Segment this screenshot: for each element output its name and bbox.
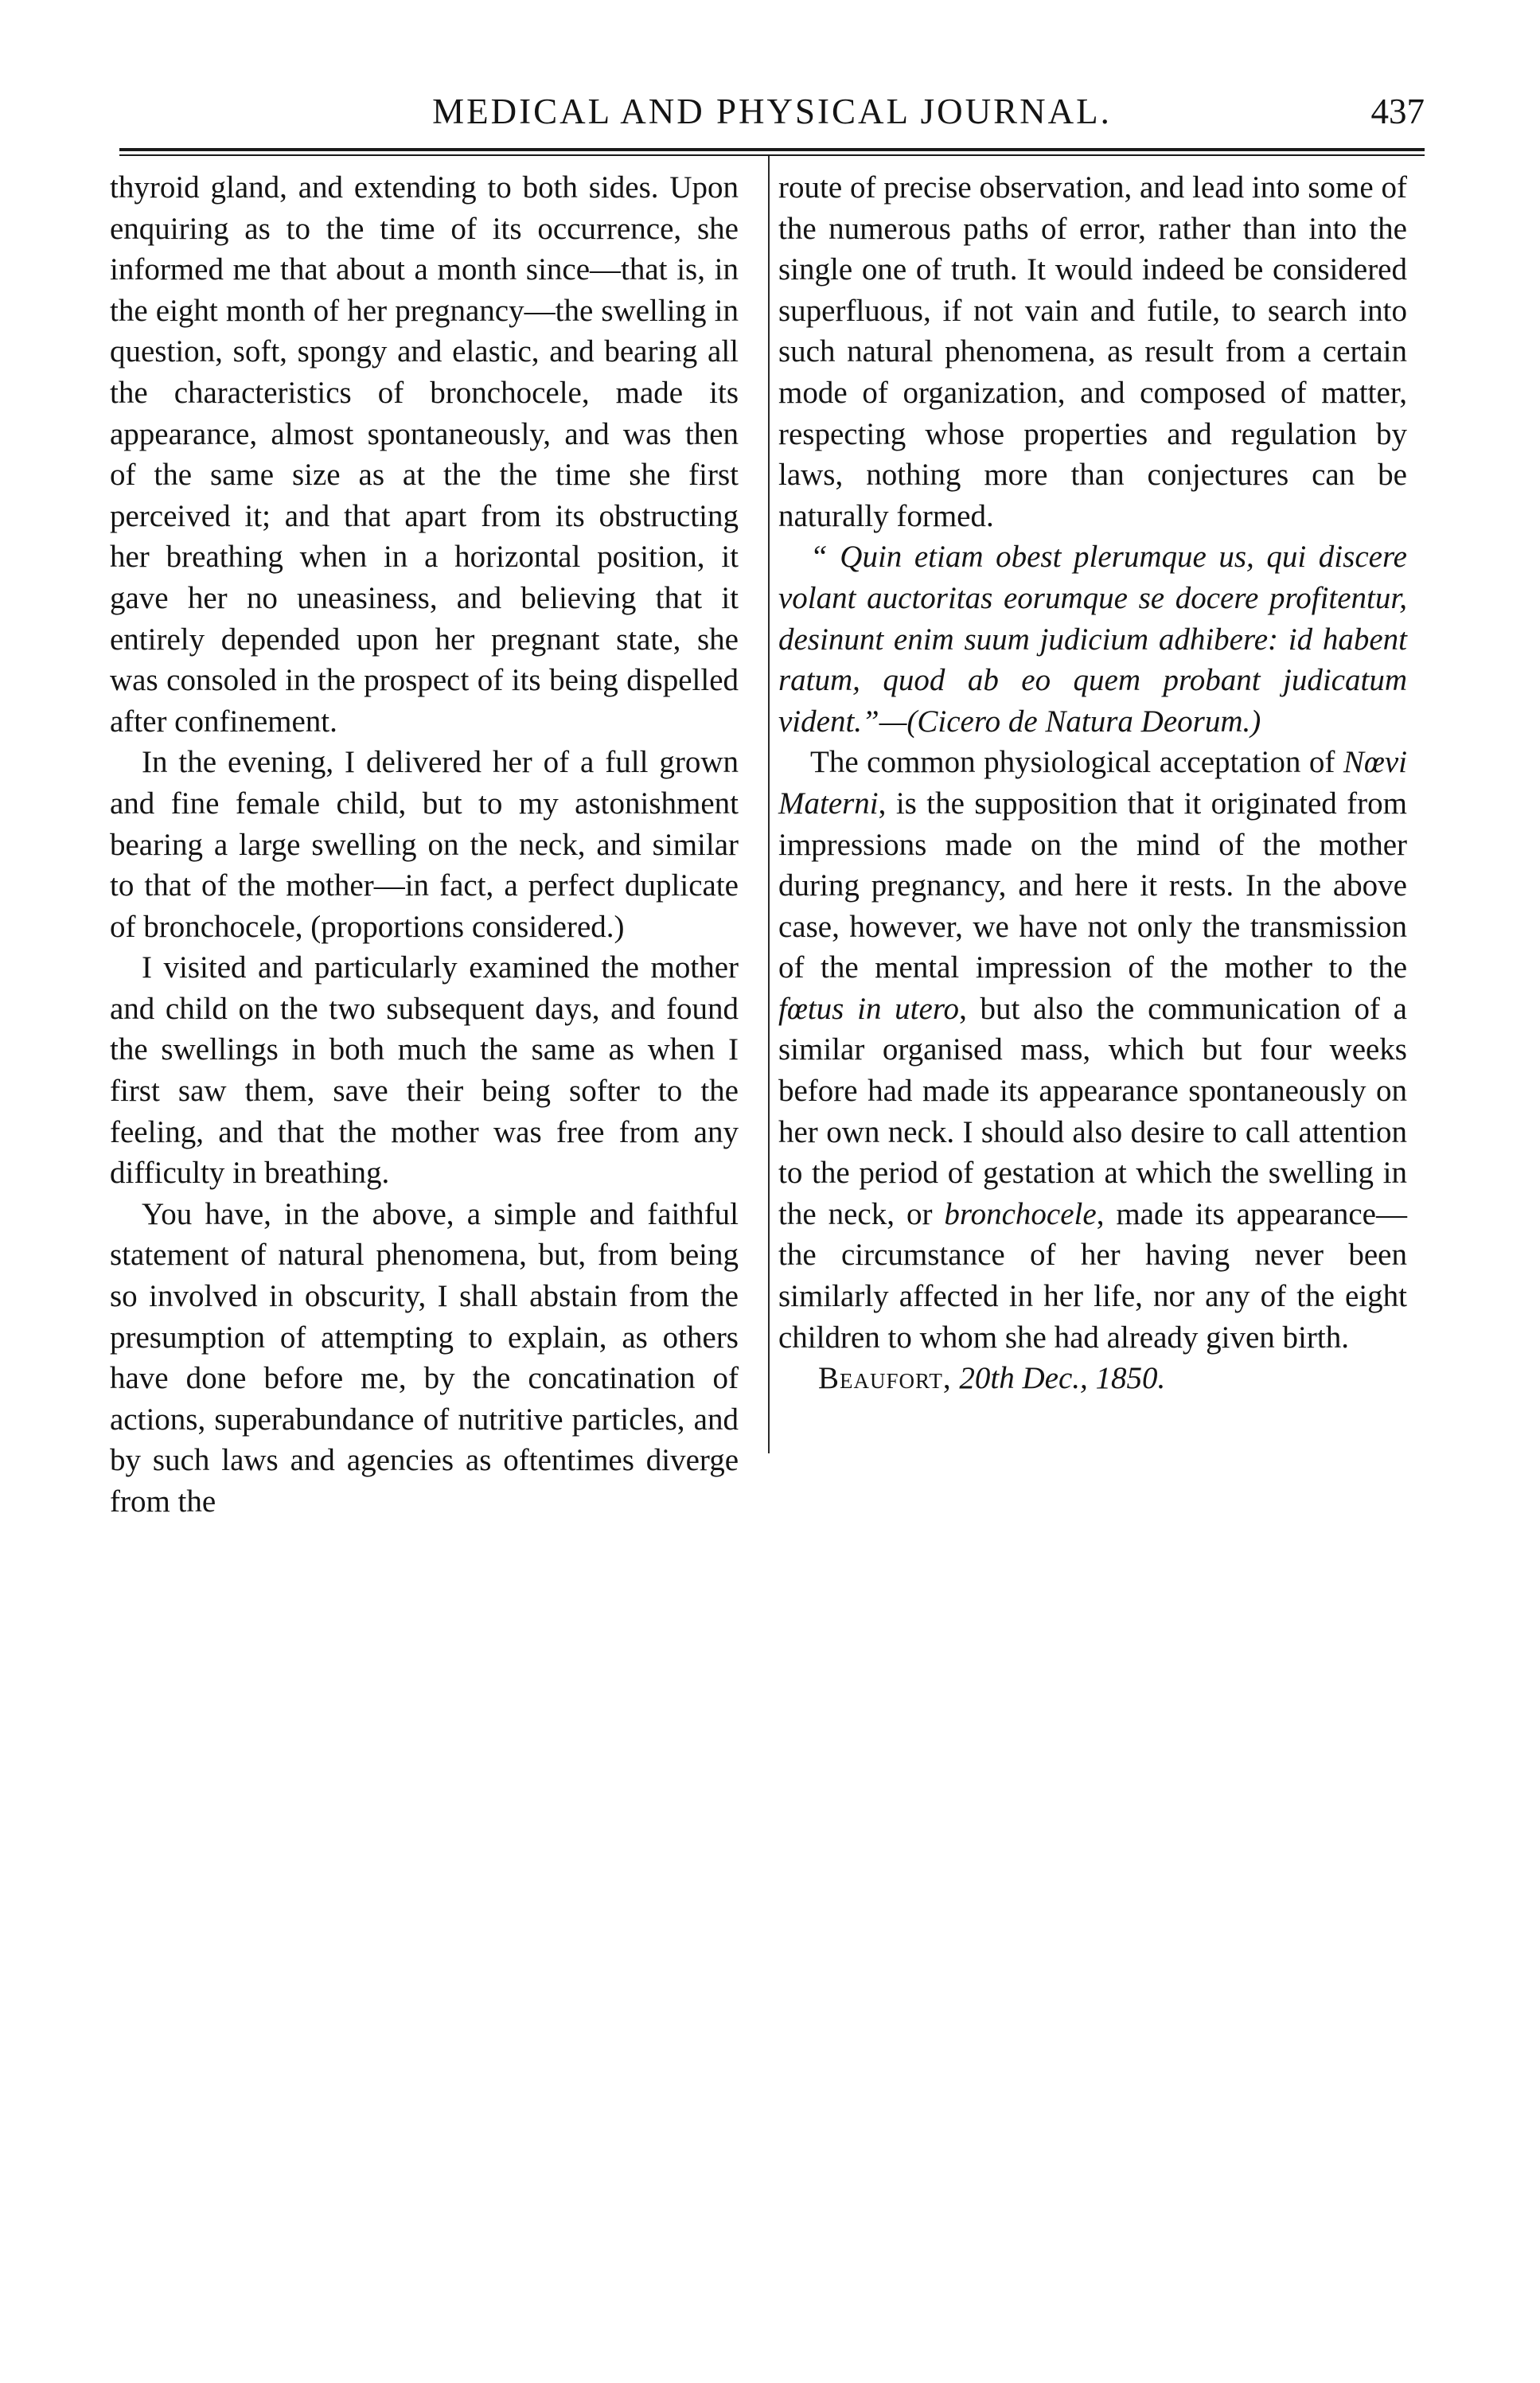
right-paragraph-2-part-d: , made its appearance—the circumstance of her having never been similarly affected in her life, nor any of the eight children to whom she had already given birth. <box>778 1196 1407 1355</box>
right-paragraph-2 <box>778 742 1407 1358</box>
column-divider <box>768 156 770 1453</box>
left-paragraph-4: You have, in the above, a simple and faithful statement of natural phenomena, but, from being so involved in obscurity, I shall abstain from the presumption of attempting to explain, as others have done before me, by the concatination of actions, superabundance of nutritive particles, and by such laws and agencies as oftentimes diverge from the <box>110 1196 739 1519</box>
header-rule-thin <box>119 154 1425 156</box>
left-paragraph-3: I visited and particularly examined the mother and child on the two subsequent days, and found the swellings in both much the same as when I first saw them, save their being softer to the feeling, and that the mother was free from any difficulty in breathing. <box>110 950 739 1191</box>
header-rule-thick <box>119 148 1425 151</box>
signoff <box>778 1358 1407 1399</box>
left-paragraph-1: thyroid gland, and extending to both sides. Upon enquiring as to the time of its occurrence, she informed me that about a month since—that is, in the eight month of her pregnancy—the swelling in question, soft, spongy and elastic, and bearing all the characteristics of bronchocele, made its appearance, almost spontaneously, and was then of the same size as at the the time she first perceived it; and that apart from its obstructing her breathing when in a horizontal position, it gave her no uneasiness, and believing that it entirely depended upon her pregnant state, she was consoled in the prospect of its being dispelled after confinement. <box>110 170 739 739</box>
right-paragraph-2-part-a: The common physiological acceptation of <box>810 745 1343 780</box>
left-paragraph-2: In the evening, I delivered her of a full grown and fine female child, but to my astonishment bearing a large swelling on the neck, and similar to that of the mother—in fact, a perfect duplicate of bronchocele, (proportions considered.) <box>110 745 739 944</box>
term-foetus-in-utero: fœtus in utero <box>778 991 960 1026</box>
term-naevi-materni: Nœvi Materni <box>778 745 1407 821</box>
left-column <box>110 167 739 1523</box>
right-paragraph-2-part-c: , but also the communication of a similar organised mass, which but four weeks before had made its appearance spontaneously on her own neck. I should also desire to call attention to the period of gestation at which the swelling in the neck, or <box>778 991 1407 1231</box>
right-paragraph-2-part-b: , is the supposition that it originated from impressions made on the mind of the mother during pregnancy, and here it rests. In the above case, however, we have not only the transmission of the mental impression of the mother to the <box>778 786 1407 985</box>
term-bronchocele: bronchocele <box>944 1196 1097 1231</box>
right-paragraph-1: route of precise observation, and lead into some of the numerous paths of error, rather than into the single one of truth. It would indeed be considered superfluous, if not vain and futile, to search into such natural phenomena, as result from a certain mode of organization, and composed of matter, respecting whose properties and regulation by laws, nothing more than conjectures can be naturally formed. <box>778 170 1407 533</box>
signoff-place: Beaufort, <box>818 1361 952 1396</box>
signoff-date: 20th Dec., 1850. <box>959 1361 1166 1396</box>
latin-quotation: “ Quin etiam obest plerumque us, qui discere volant auctoritas eorumque se docere profitentur, desinunt enim suum judicium adhibere: id habent ratum, quod ab eo quem probant judicatum vident.”—(Cicero de Natura Deorum.) <box>778 540 1407 739</box>
page-number: 437 <box>1370 92 1425 131</box>
right-column <box>778 167 1407 1399</box>
running-title: MEDICAL AND PHYSICAL JOURNAL. <box>432 92 1112 131</box>
page-header <box>119 88 1425 143</box>
